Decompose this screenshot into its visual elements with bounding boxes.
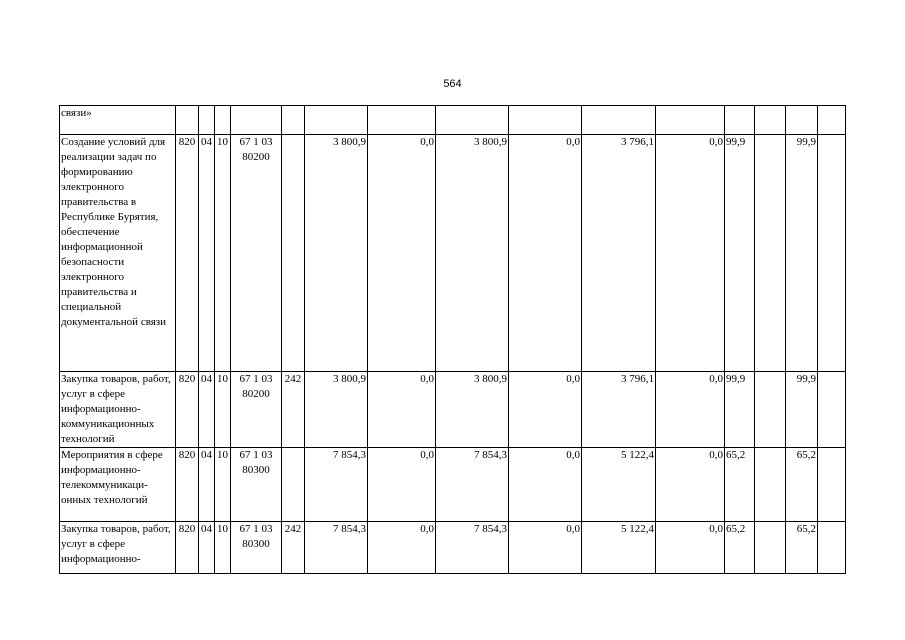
- amount-cell-3: 3 800,9: [436, 372, 509, 448]
- table-row: [60, 448, 846, 522]
- target-article-cell: 67 1 03 80200: [231, 135, 282, 372]
- amount-cell-1: 3 800,9: [305, 135, 368, 372]
- ministry-code-cell: 820: [176, 372, 199, 448]
- percent-cell-4: [818, 372, 846, 448]
- row-name-cell: связи»: [60, 106, 176, 135]
- percent-cell-2: [755, 522, 786, 574]
- amount-cell-2: [368, 106, 436, 135]
- row-name-cell: Мероприятия в сфере информационно-телекоммуникаци-онных технологий: [60, 448, 176, 522]
- amount-cell-3: 3 800,9: [436, 135, 509, 372]
- target-article-cell: 67 1 03 80200: [231, 372, 282, 448]
- percent-cell-2: [755, 135, 786, 372]
- percent-cell-4: [818, 106, 846, 135]
- row-name-cell: Закупка товаров, работ, услуг в сфере информационно-коммуникационных технологий: [60, 372, 176, 448]
- table-row: [60, 106, 846, 135]
- percent-cell-3: 99,9: [786, 372, 818, 448]
- percent-cell-1: 65,2: [725, 448, 755, 522]
- expense-type-cell: [282, 106, 305, 135]
- percent-cell-1: 65,2: [725, 522, 755, 574]
- amount-cell-5: 5 122,4: [582, 448, 656, 522]
- row-name-cell: Создание условий для реализации задач по формированию электронного правительства в Республике Бурятия, обеспечение информационной безопасности электронного правительства и специальной документальной связи: [60, 135, 176, 372]
- amount-cell-6: 0,0: [656, 448, 725, 522]
- subsection-code-cell: [215, 106, 231, 135]
- section-code-cell: 04: [199, 522, 215, 574]
- target-article-cell: 67 1 03 80300: [231, 448, 282, 522]
- table-row: [60, 135, 846, 372]
- subsection-code-cell: 10: [215, 448, 231, 522]
- amount-cell-1: 7 854,3: [305, 522, 368, 574]
- amount-cell-5: 5 122,4: [582, 522, 656, 574]
- percent-cell-4: [818, 135, 846, 372]
- section-code-cell: 04: [199, 448, 215, 522]
- amount-cell-4: 0,0: [509, 448, 582, 522]
- amount-cell-5: [582, 106, 656, 135]
- subsection-code-cell: 10: [215, 372, 231, 448]
- section-code-cell: 04: [199, 135, 215, 372]
- ministry-code-cell: 820: [176, 448, 199, 522]
- amount-cell-5: 3 796,1: [582, 372, 656, 448]
- ministry-code-cell: [176, 106, 199, 135]
- percent-cell-4: [818, 448, 846, 522]
- percent-cell-2: [755, 106, 786, 135]
- amount-cell-1: [305, 106, 368, 135]
- amount-cell-4: 0,0: [509, 522, 582, 574]
- percent-cell-2: [755, 448, 786, 522]
- amount-cell-3: [436, 106, 509, 135]
- row-name-cell: Закупка товаров, работ, услуг в сфере информационно-: [60, 522, 176, 574]
- table-row: [60, 372, 846, 448]
- expense-type-cell: 242: [282, 372, 305, 448]
- amount-cell-2: 0,0: [368, 372, 436, 448]
- percent-cell-3: [786, 106, 818, 135]
- budget-table: [59, 105, 846, 574]
- percent-cell-3: 99,9: [786, 135, 818, 372]
- expense-type-cell: [282, 448, 305, 522]
- target-article-cell: 67 1 03 80300: [231, 522, 282, 574]
- amount-cell-2: 0,0: [368, 522, 436, 574]
- amount-cell-6: 0,0: [656, 135, 725, 372]
- amount-cell-6: [656, 106, 725, 135]
- percent-cell-1: [725, 106, 755, 135]
- percent-cell-2: [755, 372, 786, 448]
- amount-cell-5: 3 796,1: [582, 135, 656, 372]
- expense-type-cell: [282, 135, 305, 372]
- ministry-code-cell: 820: [176, 522, 199, 574]
- amount-cell-3: 7 854,3: [436, 448, 509, 522]
- percent-cell-1: 99,9: [725, 372, 755, 448]
- amount-cell-2: 0,0: [368, 135, 436, 372]
- amount-cell-4: [509, 106, 582, 135]
- section-code-cell: [199, 106, 215, 135]
- subsection-code-cell: 10: [215, 135, 231, 372]
- percent-cell-3: 65,2: [786, 522, 818, 574]
- ministry-code-cell: 820: [176, 135, 199, 372]
- target-article-cell: [231, 106, 282, 135]
- amount-cell-4: 0,0: [509, 372, 582, 448]
- amount-cell-1: 3 800,9: [305, 372, 368, 448]
- amount-cell-6: 0,0: [656, 372, 725, 448]
- amount-cell-1: 7 854,3: [305, 448, 368, 522]
- subsection-code-cell: 10: [215, 522, 231, 574]
- percent-cell-4: [818, 522, 846, 574]
- amount-cell-2: 0,0: [368, 448, 436, 522]
- section-code-cell: 04: [199, 372, 215, 448]
- amount-cell-4: 0,0: [509, 135, 582, 372]
- expense-type-cell: 242: [282, 522, 305, 574]
- table-row: [60, 522, 846, 574]
- percent-cell-1: 99,9: [725, 135, 755, 372]
- amount-cell-3: 7 854,3: [436, 522, 509, 574]
- percent-cell-3: 65,2: [786, 448, 818, 522]
- amount-cell-6: 0,0: [656, 522, 725, 574]
- page-number: 564: [443, 78, 462, 90]
